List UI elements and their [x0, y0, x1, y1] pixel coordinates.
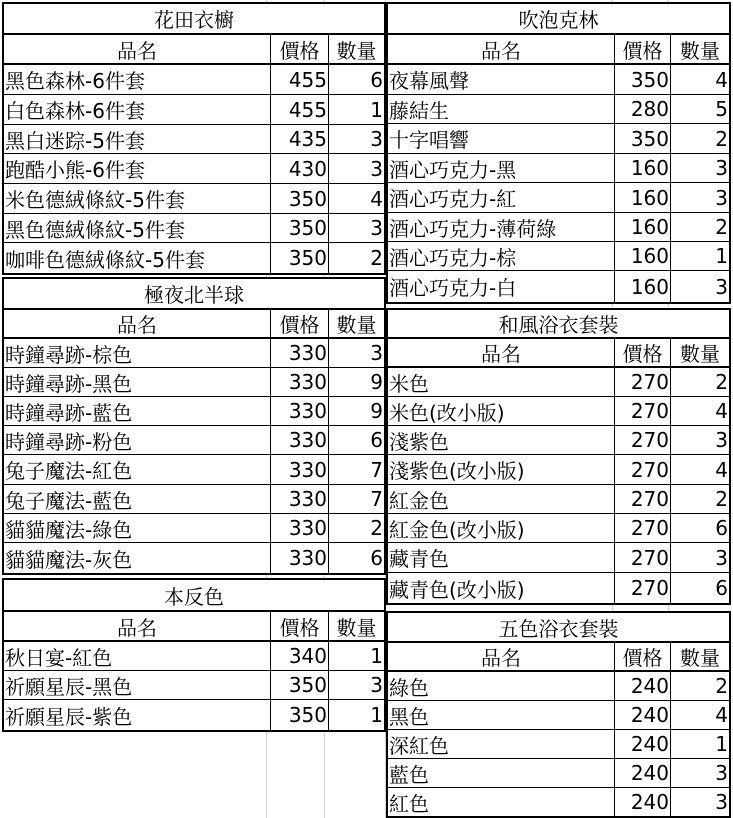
quantity-cell: 3 — [670, 543, 729, 572]
header-price-cell: 價格 — [614, 643, 670, 670]
product-name-cell: 時鐘尋跡-藍色 — [5, 400, 133, 425]
table-title: 吹泡克林 — [388, 4, 729, 35]
table-row — [388, 573, 729, 603]
product-name-cell: 黑色 — [389, 704, 429, 729]
price-cell: 270 — [614, 397, 670, 425]
price-cell: 270 — [614, 455, 670, 484]
price-cell: 350 — [614, 65, 670, 94]
price-cell: 350 — [270, 184, 328, 213]
quantity-cell: 2 — [328, 514, 384, 542]
table-title: 五色浴衣套裝 — [388, 613, 729, 643]
price-cell: 270 — [614, 485, 670, 513]
table-header-row — [4, 612, 384, 642]
quantity-cell: 2 — [670, 124, 729, 153]
quantity-cell: 7 — [328, 485, 384, 513]
price-cell: 430 — [270, 154, 328, 183]
product-table — [2, 2, 386, 275]
quantity-cell: 4 — [328, 184, 384, 213]
header-name-cell: 品名 — [481, 342, 521, 366]
price-cell: 160 — [614, 271, 670, 302]
table-row — [388, 154, 729, 183]
table-row — [388, 397, 729, 426]
table-row — [4, 514, 384, 543]
header-name-cell: 品名 — [481, 38, 521, 63]
product-name-cell: 咖啡色德絨條紋-5件套 — [5, 247, 205, 272]
product-table — [386, 611, 731, 818]
header-price-cell: 價格 — [270, 612, 328, 640]
table-row — [4, 154, 384, 184]
quantity-cell: 3 — [328, 125, 384, 153]
product-name-cell: 米色(改小版) — [389, 400, 505, 425]
table-row — [4, 543, 384, 573]
table-row — [388, 672, 729, 701]
header-qty-cell: 數量 — [328, 612, 384, 640]
table-row — [4, 368, 384, 397]
quantity-cell: 1 — [670, 242, 729, 270]
price-cell: 160 — [614, 242, 670, 270]
product-name-cell: 藏青色(改小版) — [389, 577, 525, 602]
quantity-cell: 2 — [670, 213, 729, 241]
product-name-cell: 藤結生 — [389, 98, 449, 123]
product-name-cell: 十字唱響 — [389, 128, 469, 152]
quantity-cell: 3 — [670, 154, 729, 182]
product-name-cell: 紅色 — [389, 791, 429, 816]
price-cell: 330 — [270, 485, 328, 513]
price-cell: 240 — [614, 788, 670, 816]
table-row — [4, 184, 384, 214]
quantity-cell: 2 — [670, 672, 729, 700]
product-name-cell: 祈願星辰-黑色 — [5, 674, 133, 699]
header-qty-cell: 數量 — [328, 310, 384, 337]
price-cell: 240 — [614, 672, 670, 700]
price-cell: 435 — [270, 125, 328, 153]
product-name-cell: 跑酷小熊-6件套 — [5, 158, 145, 182]
header-qty-cell: 數量 — [670, 35, 729, 63]
table-row — [4, 700, 384, 730]
product-name-cell: 藍色 — [389, 762, 429, 787]
quantity-cell: 3 — [670, 759, 729, 787]
price-cell: 160 — [614, 154, 670, 182]
table-row — [388, 730, 729, 759]
table-row — [388, 455, 729, 485]
table-title: 花田衣櫥 — [4, 4, 384, 35]
table-row — [4, 339, 384, 368]
table-title: 極夜北半球 — [4, 279, 384, 310]
product-table — [2, 277, 386, 575]
quantity-cell: 1 — [328, 700, 384, 730]
price-cell: 270 — [614, 543, 670, 572]
price-cell: 350 — [270, 700, 328, 730]
product-name-cell: 黑色德絨條紋-5件套 — [5, 217, 185, 242]
product-name-cell: 酒心巧克力-白 — [389, 276, 517, 300]
table-header-row — [388, 35, 729, 65]
quantity-cell: 4 — [670, 65, 729, 94]
price-cell: 160 — [614, 183, 670, 212]
header-name-cell: 品名 — [481, 646, 521, 670]
quantity-cell: 5 — [670, 95, 729, 123]
table-row — [388, 183, 729, 213]
price-cell: 350 — [270, 243, 328, 273]
table-header-row — [4, 35, 384, 65]
header-name-cell: 品名 — [117, 313, 157, 337]
price-cell: 160 — [614, 213, 670, 241]
table-row — [4, 642, 384, 671]
quantity-cell: 4 — [670, 397, 729, 425]
quantity-cell: 2 — [670, 368, 729, 396]
product-name-cell: 紅金色(改小版) — [389, 517, 525, 542]
table-row — [388, 514, 729, 543]
product-name-cell: 藏青色 — [389, 547, 449, 571]
table-row — [388, 124, 729, 154]
table-row — [4, 485, 384, 514]
price-cell: 240 — [614, 759, 670, 787]
price-cell: 455 — [270, 65, 328, 94]
product-name-cell: 酒心巧克力-黑 — [389, 157, 517, 182]
quantity-cell: 2 — [328, 243, 384, 273]
price-cell: 455 — [270, 95, 328, 124]
price-cell: 330 — [270, 339, 328, 367]
price-cell: 330 — [270, 455, 328, 484]
quantity-cell: 9 — [328, 368, 384, 396]
price-cell: 330 — [270, 426, 328, 454]
product-name-cell: 淺紫色 — [389, 429, 449, 454]
table-row — [388, 242, 729, 271]
table-row — [388, 426, 729, 455]
quantity-cell: 4 — [670, 455, 729, 484]
table-row — [4, 455, 384, 485]
product-table — [386, 2, 731, 304]
table-row — [4, 426, 384, 455]
quantity-cell: 6 — [328, 65, 384, 94]
quantity-cell: 3 — [328, 339, 384, 367]
product-name-cell: 白色森林-6件套 — [5, 99, 145, 123]
table-row — [388, 788, 729, 816]
price-cell: 350 — [270, 214, 328, 242]
price-cell: 330 — [270, 514, 328, 542]
product-name-cell: 黑色森林-6件套 — [5, 69, 145, 93]
header-price-cell: 價格 — [270, 310, 328, 337]
quantity-cell: 6 — [670, 573, 729, 603]
product-name-cell: 深紅色 — [389, 733, 449, 758]
table-row — [4, 125, 384, 154]
table-header-row — [388, 339, 729, 368]
quantity-cell: 6 — [328, 543, 384, 573]
table-row — [4, 95, 384, 125]
table-title: 本反色 — [4, 580, 384, 612]
table-row — [388, 759, 729, 788]
quantity-cell: 3 — [328, 671, 384, 699]
quantity-cell: 3 — [670, 426, 729, 454]
price-cell: 270 — [614, 514, 670, 542]
quantity-cell: 2 — [670, 485, 729, 513]
quantity-cell: 3 — [670, 788, 729, 816]
table-row — [388, 213, 729, 242]
product-name-cell: 酒心巧克力-薄荷綠 — [389, 216, 557, 241]
table-row — [388, 95, 729, 124]
price-cell: 350 — [270, 671, 328, 699]
quantity-cell: 4 — [670, 701, 729, 729]
table-title: 和風浴衣套裝 — [388, 310, 729, 339]
quantity-cell: 1 — [328, 95, 384, 124]
product-name-cell: 淺紫色(改小版) — [389, 459, 525, 483]
table-header-row — [4, 310, 384, 339]
table-row — [4, 65, 384, 95]
product-name-cell: 米色德絨條紋-5件套 — [5, 188, 185, 212]
price-cell: 270 — [614, 573, 670, 603]
table-row — [4, 671, 384, 700]
product-name-cell: 貓貓魔法-灰色 — [5, 547, 133, 572]
header-qty-cell: 數量 — [670, 643, 729, 670]
price-cell: 280 — [614, 95, 670, 123]
product-name-cell: 秋日宴-紅色 — [5, 645, 113, 670]
product-name-cell: 紅金色 — [389, 488, 449, 513]
header-qty-cell: 數量 — [670, 339, 729, 366]
price-cell: 240 — [614, 701, 670, 729]
table-row — [4, 397, 384, 426]
product-name-cell: 祈願星辰-紫色 — [5, 704, 133, 729]
quantity-cell: 3 — [670, 183, 729, 212]
quantity-cell: 3 — [328, 154, 384, 183]
price-cell: 240 — [614, 730, 670, 758]
product-name-cell: 酒心巧克力-紅 — [389, 187, 517, 211]
quantity-cell: 1 — [328, 642, 384, 670]
quantity-cell: 7 — [328, 455, 384, 484]
product-name-cell: 時鐘尋跡-棕色 — [5, 342, 133, 367]
product-name-cell: 米色 — [389, 371, 429, 396]
table-header-row — [388, 643, 729, 672]
product-table — [386, 308, 731, 605]
table-row — [388, 543, 729, 573]
product-name-cell: 兔子魔法-紅色 — [5, 459, 133, 483]
quantity-cell: 3 — [670, 271, 729, 302]
product-name-cell: 兔子魔法-藍色 — [5, 488, 133, 513]
product-name-cell: 綠色 — [389, 675, 429, 700]
header-price-cell: 價格 — [270, 35, 328, 63]
table-row — [388, 65, 729, 95]
product-name-cell: 酒心巧克力-棕 — [389, 245, 517, 270]
price-cell: 330 — [270, 543, 328, 573]
price-cell: 330 — [270, 397, 328, 425]
price-cell: 340 — [270, 642, 328, 670]
quantity-cell: 6 — [670, 514, 729, 542]
price-cell: 350 — [614, 124, 670, 153]
product-name-cell: 時鐘尋跡-粉色 — [5, 429, 133, 454]
header-price-cell: 價格 — [614, 339, 670, 366]
product-name-cell: 夜幕風聲 — [389, 69, 469, 93]
table-row — [4, 243, 384, 273]
product-name-cell: 貓貓魔法-綠色 — [5, 517, 133, 542]
header-qty-cell: 數量 — [328, 35, 384, 63]
price-cell: 270 — [614, 368, 670, 396]
price-cell: 270 — [614, 426, 670, 454]
quantity-cell: 9 — [328, 397, 384, 425]
table-row — [388, 485, 729, 514]
quantity-cell: 6 — [328, 426, 384, 454]
product-name-cell: 黑白迷踪-5件套 — [5, 128, 145, 153]
product-table — [2, 578, 386, 732]
quantity-cell: 3 — [328, 214, 384, 242]
table-row — [388, 271, 729, 302]
table-row — [4, 214, 384, 243]
header-price-cell: 價格 — [614, 35, 670, 63]
table-row — [388, 701, 729, 730]
quantity-cell: 1 — [670, 730, 729, 758]
price-cell: 330 — [270, 368, 328, 396]
header-name-cell: 品名 — [117, 38, 157, 63]
header-name-cell: 品名 — [117, 615, 157, 640]
product-name-cell: 時鐘尋跡-黑色 — [5, 371, 133, 396]
table-row — [388, 368, 729, 397]
